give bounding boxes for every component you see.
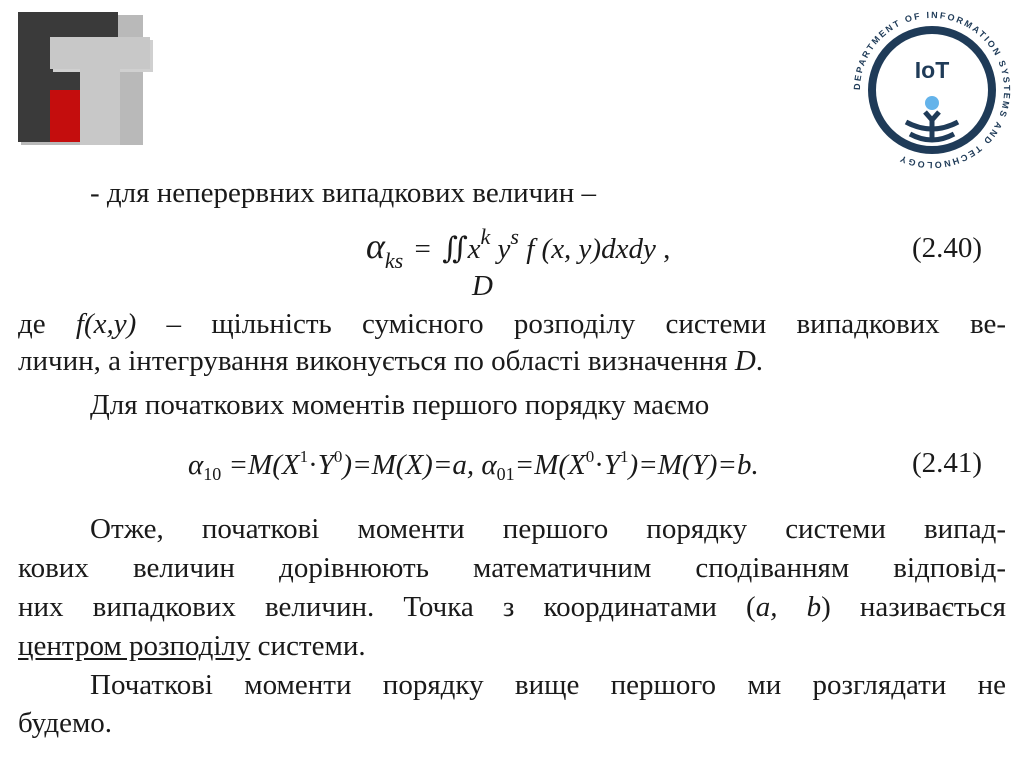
para2-line-4: центром розподілу системи.	[18, 630, 366, 662]
equation-2-41: $\alpha_{10} =M(X^1\cdot Y^0)=M(X)=a$, $\alpha_{01}=M(X^0\cdot Y^1)=M(Y)=b$.	[188, 447, 759, 484]
equation-2-40: $\alpha_{ks}$ = $∬x^k$ $y^s$ f (x, y)dxdy ,	[366, 224, 671, 273]
text-line-4: личин, а інтегрування виконується по області визначення D.	[18, 345, 764, 377]
fit-logo	[18, 12, 158, 147]
iot-badge	[846, 4, 1018, 176]
equation-domain: D	[472, 270, 493, 302]
para2-line-1: Отже, початкові моменти першого порядку системи випад-	[90, 513, 1006, 545]
para3-line-1: Початкові моменти порядку вище першого ми розглядати не	[90, 669, 1006, 701]
text-line-3: де f(x,y) – щільність сумісного розподілу системи випадкових ве-	[18, 308, 1006, 340]
text-line-5: Для початкових моментів першого порядку маємо	[90, 389, 710, 421]
para2-line-3: них випадкових величин. Точка з координатами (a, b) називається	[18, 591, 1007, 623]
text-line-1: - для неперервних випадкових величин –	[90, 177, 597, 209]
equation-number-2-40: (2.40)	[912, 232, 983, 264]
badge-center-text: IoT	[914, 57, 950, 83]
term-center-of-distribution: центром розподілу	[18, 630, 251, 662]
para3-line-2: будемо.	[18, 707, 113, 739]
badge-ring-text: DEPARTMENT OF INFORMATION SYSTEMS AND TECHNOLOGY	[851, 9, 1013, 171]
para2-line-2: кових величин дорівнюють математичним сподіванням відповід-	[18, 552, 1006, 584]
equation-number-2-41: (2.41)	[912, 447, 983, 479]
